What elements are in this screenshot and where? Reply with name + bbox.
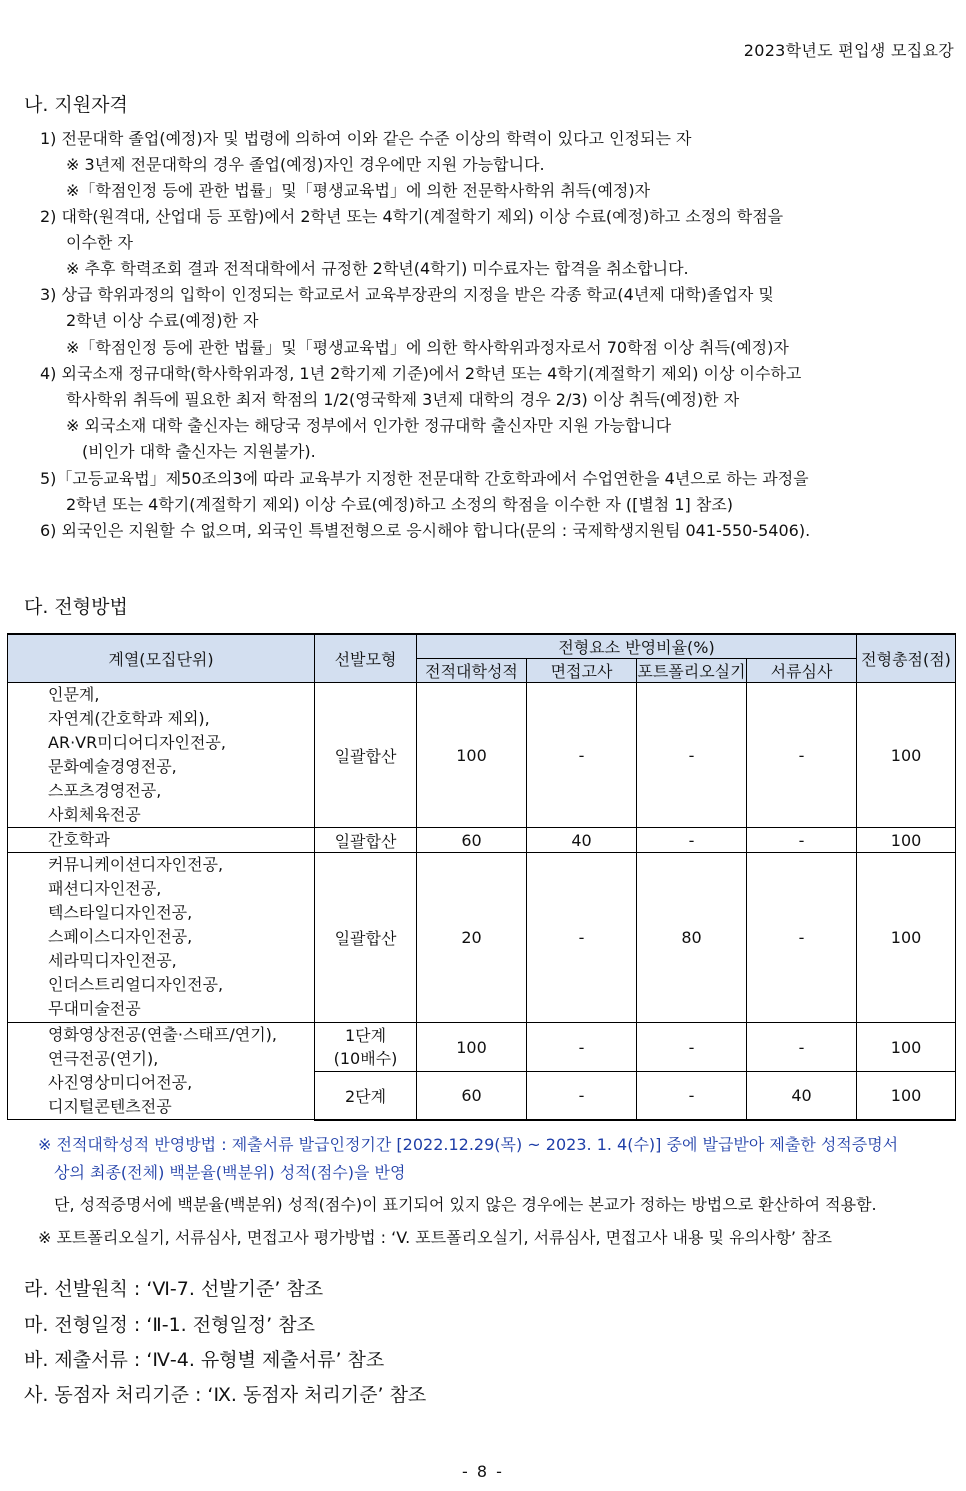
page-number: - 8 - [462, 1462, 504, 1481]
section-tie-breaker: 사. 동점자 처리기준 : ‘Ⅸ. 동점자 처리기준’ 참조 [24, 1384, 427, 1406]
eligibility-line: ※ 3년제 전문대학의 경우 졸업(예정)자인 경우에만 지원 가능합니다. [66, 155, 545, 174]
selection-model-cell: 일괄합산 [315, 828, 417, 853]
table-row [8, 853, 956, 1023]
department-cell [8, 683, 315, 828]
section-title-eligibility: 나. 지원자격 [24, 94, 128, 116]
department-name: 디지털콘텐츠전공 [48, 1097, 172, 1116]
department-name: 인문계, [48, 685, 100, 704]
portfolio-ratio-cell: 80 [637, 853, 747, 1023]
selection-method-table [7, 633, 956, 1121]
eligibility-line: 6) 외국인은 지원할 수 없으며, 외국인 특별전형으로 응시해야 합니다(문의 : 국제학생지원팀 041-550-5406). [40, 521, 811, 540]
eligibility-line: ※ 외국소재 대학 출신자는 해당국 정부에서 인가한 정규대학 출신자만 지원 가능합니다 [66, 416, 672, 435]
eligibility-line: 5)「고등교육법」제50조의3에 따라 교육부가 지정한 전문대학 간호학과에서 수업연한을 4년으로 하는 과정을 [40, 469, 809, 488]
eligibility-line: ※ 추후 학력조회 결과 전적대학에서 규정한 2학년(4학기) 미수료자는 합격을 취소합니다. [66, 259, 689, 278]
selection-model-cell: 일괄합산 [315, 683, 417, 828]
total-score-cell: 100 [857, 828, 956, 853]
department-name: 스페이스디자인전공, [48, 927, 193, 946]
interview-ratio-cell: 40 [527, 828, 637, 853]
eligibility-line: ※「학점인정 등에 관한 법률」및「평생교육법」에 의한 학사학위과정자로서 70학점 이상 취득(예정)자 [66, 338, 789, 357]
header-portfolio: 포트폴리오실기 [637, 659, 747, 683]
eligibility-line: 4) 외국소재 정규대학(학사학위과정, 1년 2학기제 기준)에서 2학년 또는 4학기(계절학기 제외) 이상 이수하고 [40, 364, 802, 383]
document-ratio-cell: - [747, 828, 857, 853]
selection-model-cell: 2단계 [315, 1072, 417, 1120]
header-transcript: 전적대학성적 [417, 659, 527, 683]
department-name: 영화영상전공(연출·스태프/연기), [48, 1025, 277, 1044]
note-transcript-method-cont: 상의 최종(전체) 백분율(백분위) 성적(점수)을 반영 [54, 1163, 406, 1182]
total-score-cell: 100 [857, 853, 956, 1023]
total-score-cell: 100 [857, 683, 956, 828]
section-schedule: 마. 전형일정 : ‘Ⅱ-1. 전형일정’ 참조 [24, 1314, 315, 1336]
department-name: 연극전공(연기), [48, 1049, 159, 1068]
document-ratio-cell: - [747, 683, 857, 828]
department-cell [8, 828, 315, 853]
portfolio-ratio-cell: - [637, 1023, 747, 1072]
eligibility-line: 3) 상급 학위과정의 입학이 인정되는 학교로서 교육부장관의 지정을 받은 각종 학교(4년제 대학)졸업자 및 [40, 285, 774, 304]
department-name: 커뮤니케이션디자인전공, [48, 855, 224, 874]
eligibility-line: 2) 대학(원격대, 산업대 등 포함)에서 2학년 또는 4학기(계절학기 제외) 이상 수료(예정)하고 소정의 학점을 [40, 207, 784, 226]
stage-one-label: 1단계 [344, 1026, 387, 1045]
eligibility-line: 이수한 자 [66, 233, 133, 252]
table-row [8, 1023, 956, 1072]
total-score-cell: 100 [857, 1023, 956, 1072]
eligibility-line: (비인가 대학 출신자는 지원불가). [82, 442, 316, 461]
department-name: 세라믹디자인전공, [48, 951, 177, 970]
interview-ratio-cell: - [527, 853, 637, 1023]
eligibility-line: 학사학위 취득에 필요한 최저 학점의 1/2(영국학제 3년제 대학의 경우 2/3) 이상 취득(예정)한 자 [66, 390, 740, 409]
table-row [8, 683, 956, 828]
portfolio-ratio-cell: - [637, 828, 747, 853]
section-title-selection-method: 다. 전형방법 [24, 596, 128, 618]
header-total-score: 전형총점(점) [857, 634, 956, 683]
selection-model-cell: 일괄합산 [315, 853, 417, 1023]
header-department: 계열(모집단위) [8, 634, 315, 683]
transcript-ratio-cell: 20 [417, 853, 527, 1023]
portfolio-ratio-cell: - [637, 683, 747, 828]
department-cell [8, 1023, 315, 1120]
header-ratio: 전형요소 반영비율(%) [417, 634, 857, 659]
department-name: 사회체육전공 [48, 805, 141, 824]
note-conversion: 단, 성적증명서에 백분율(백분위) 성적(점수)이 표기되어 있지 않은 경우에는 본교가 정하는 방법으로 환산하여 적용함. [54, 1195, 877, 1214]
department-name: 스포츠경영전공, [48, 781, 162, 800]
transcript-ratio-cell: 60 [417, 1072, 527, 1120]
eligibility-line: 2학년 또는 4학기(계절학기 제외) 이상 수료(예정)하고 소정의 학점을 이수한 자 ([별첨 1] 참조) [66, 495, 734, 514]
stage-one-multiplier: (10배수) [333, 1049, 398, 1068]
document-ratio-cell: - [747, 853, 857, 1023]
header-interview: 면접고사 [527, 659, 637, 683]
eligibility-line: 2학년 이상 수료(예정)한 자 [66, 311, 259, 330]
note-transcript-method: ※ 전적대학성적 반영방법 : 제출서류 발급인정기간 [2022.12.29(목) ~ 2023. 1. 4(수)] 중에 발급받아 제출한 성적증명서 [38, 1135, 899, 1154]
department-name: 사진영상미디어전공, [48, 1073, 193, 1092]
document-ratio-cell: 40 [747, 1072, 857, 1120]
eligibility-line: ※「학점인정 등에 관한 법률」및「평생교육법」에 의한 전문학사학위 취득(예정)자 [66, 181, 651, 200]
header-selection-model: 선발모형 [315, 634, 417, 683]
department-name: 텍스타일디자인전공, [48, 903, 193, 922]
interview-ratio-cell: - [527, 1023, 637, 1072]
department-name: 패션디자인전공, [48, 879, 162, 898]
department-name: 자연계(간호학과 제외), [48, 709, 210, 728]
eligibility-line: 1) 전문대학 졸업(예정)자 및 법령에 의하여 이와 같은 수준 이상의 학력이 있다고 인정되는 자 [40, 129, 692, 148]
selection-model-cell [315, 1023, 417, 1072]
section-selection-principle: 라. 선발원칙 : ‘Ⅵ-7. 선발기준’ 참조 [24, 1278, 324, 1300]
note-evaluation-method: ※ 포트폴리오실기, 서류심사, 면접고사 평가방법 : ‘V. 포트폴리오실기, 서류심사, 면접고사 내용 및 유의사항’ 참조 [38, 1228, 833, 1247]
document-header: 2023학년도 편입생 모집요강 [743, 41, 954, 60]
section-documents: 바. 제출서류 : ‘Ⅳ-4. 유형별 제출서류’ 참조 [24, 1349, 385, 1371]
document-ratio-cell: - [747, 1023, 857, 1072]
department-name: 문화예술경영전공, [48, 757, 177, 776]
portfolio-ratio-cell: - [637, 1072, 747, 1120]
total-score-cell: 100 [857, 1072, 956, 1120]
transcript-ratio-cell: 60 [417, 828, 527, 853]
header-document-review: 서류심사 [747, 659, 857, 683]
department-name: 인더스트리얼디자인전공, [48, 975, 224, 994]
department-name: 간호학과 [48, 830, 110, 849]
table-row [8, 828, 956, 853]
interview-ratio-cell: - [527, 683, 637, 828]
transcript-ratio-cell: 100 [417, 683, 527, 828]
department-name: AR·VR미디어디자인전공, [48, 733, 226, 752]
department-name: 무대미술전공 [48, 999, 141, 1018]
transcript-ratio-cell: 100 [417, 1023, 527, 1072]
department-cell [8, 853, 315, 1023]
interview-ratio-cell: - [527, 1072, 637, 1120]
